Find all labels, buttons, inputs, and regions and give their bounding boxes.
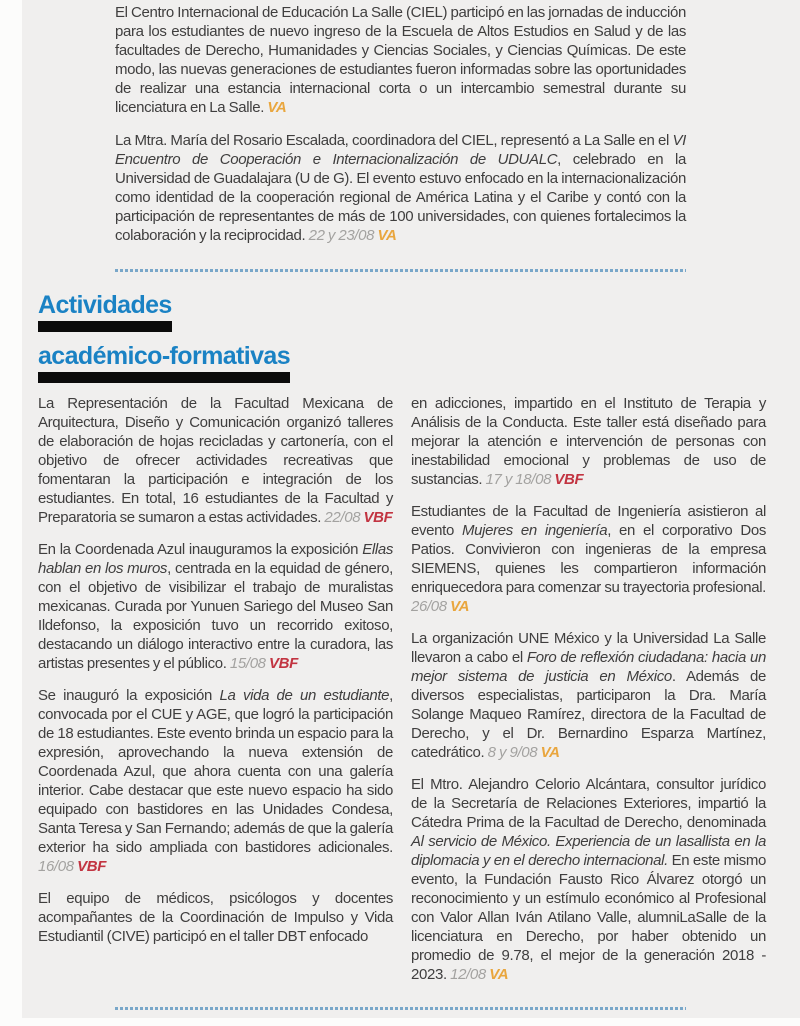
date-stamp: 22/08 [324, 509, 364, 526]
text-run: Ellas hablan en los muros [38, 541, 393, 577]
author-initials: VA [267, 99, 287, 116]
text-run: , convocada por el CUE y AGE, que logró la participación de 18 estudiantes. Este evento brinda un espacio para la expresión, aprovechando la nueva extensión de Coordenada Azul, que ahora cuenta con una galería interior. Cabe destacar que este nuevo espacio ha sido equipado con bastidores en las Unidades Condesa, Santa Teresa y San Fernando; además de que la galería exterior ha sido ampliada con bastidores adicionales. [38, 687, 393, 856]
author-initials: VA [377, 227, 397, 244]
body-paragraph [411, 394, 766, 489]
text-run: VI Encuentro de Cooperación e Internacionalización de UDUALC [115, 132, 686, 168]
document-surface [22, 0, 800, 1018]
intro-paragraph-2 [115, 131, 686, 245]
heading-line-2 [38, 343, 290, 383]
heading-text-1: Actividades [38, 291, 172, 319]
section-divider-bottom [115, 1007, 686, 1010]
heading-line-1 [38, 292, 172, 332]
body-paragraph [411, 629, 766, 762]
column-right [411, 394, 766, 997]
text-run: El equipo de médicos, psicólogos y docentes acompañantes de la Coordinación de Impulso y Vida Estudiantil (CIVE) participó en el taller DBT enfocado [38, 890, 393, 945]
text-run: , en el corporativo Dos Patios. Convivieron con ingenieras de la empresa SIEMENS, quienes les compartieron información enriquecedora para comenzar su trayectoria profesional. [411, 522, 766, 596]
date-stamp: 16/08 [38, 858, 78, 875]
text-run: Foro de reflexión ciudadana: hacia un mejor sistema de justicia en México [411, 649, 766, 685]
text-run: El Centro Internacional de Educación La Salle (CIEL) participó en las jornadas de inducción para los estudiantes de nuevo ingreso de la Escuela de Altos Estudios en Salud y de las facultades de Derecho, Humanidades y Ciencias Sociales, y Ciencias Químicas. De este modo, las nuevas generaciones de estudiantes fueron informadas sobre las oportunidades de realizar una estancia internacional corta o un intercambio semestral durante su licenciatura en La Salle. [115, 4, 686, 116]
text-run: , celebrado en la Universidad de Guadalajara (U de G). El evento estuvo enfocado en la internacionalización como identidad de la cooperación regional de América Latina y el Caribe y contó con la participación de representantes de más de 100 universidades, con quienes fortalecimos la colaboración y la reciprocidad. [115, 151, 686, 244]
text-run: Al servicio de México. Experiencia de un lasallista en la diplomacia y en el derecho internacional. [411, 833, 766, 869]
body-paragraph [38, 540, 393, 673]
text-run: en adicciones, impartido en el Instituto de Terapia y Análisis de la Conducta. Este taller está diseñado para mejorar la atención e intervención de personas con inestabilidad emocional y problemas de uso de sustancias. [411, 395, 766, 488]
text-run: , centrada en la equidad de género, con el objetivo de visibilizar el trabajo de muralistas mexicanas. Curada por Yunuen Sariego del Museo San Ildefonso, la exposición tuvo un recorrido exitoso, destacando un diálogo interactivo entre la curadora, las artistas presentes y el público. [38, 560, 393, 672]
author-initials: VBF [363, 509, 393, 526]
author-initials: VBF [77, 858, 107, 875]
text-run: La Mtra. María del Rosario Escalada, coordinadora del CIEL, representó a La Salle en el [115, 132, 673, 149]
body-paragraph [38, 889, 393, 946]
text-run: Se inauguró la exposición [38, 687, 220, 704]
text-run: La Representación de la Facultad Mexicana de Arquitectura, Diseño y Comunicación organizó talleres de elaboración de hojas recicladas y cartonería, con el objetivo de ofrecer actividades recreativas que fomentaran la participación e integración de los estudiantes. En total, 16 estudiantes de la Facultad y Preparatoria se sumaron a estas actividades. [38, 395, 393, 526]
author-initials: VA [489, 966, 509, 983]
body-paragraph [411, 502, 766, 616]
text-run: En este mismo evento, la Fundación Fausto Rico Álvarez otorgó un reconocimiento y un estímulo económico al Profesional con Valor Allan Iván Atilano Valle, alumniLaSalle de la licenciatura en Derecho, por haber obtenido un promedio de 9.78, el mejor de la generación 2018 - 2023. [411, 852, 767, 983]
two-column-body [38, 394, 766, 997]
text-run: Estudiantes de la Facultad de Ingeniería asistieron al evento [411, 503, 766, 539]
section-heading [38, 292, 766, 383]
intro-section [115, 3, 686, 245]
author-initials: VA [540, 744, 560, 761]
text-run: En la Coordenada Azul inauguramos la exposición [38, 541, 363, 558]
heading-text-2: académico-formativas [38, 342, 291, 370]
date-stamp: 22 y 23/08 [308, 227, 378, 244]
date-stamp: 12/08 [450, 966, 490, 983]
intro-paragraph-1 [115, 3, 686, 117]
date-stamp: 26/08 [411, 598, 451, 615]
date-stamp: 8 y 9/08 [487, 744, 541, 761]
section-divider-top [115, 269, 686, 272]
text-run: La vida de un estudiante [219, 687, 390, 704]
heading-underline-1 [38, 321, 172, 332]
text-run: La organización UNE México y la Universidad La Salle llevaron a cabo el [411, 630, 766, 666]
heading-underline-2 [38, 372, 290, 383]
body-paragraph [38, 686, 393, 876]
author-initials: VA [450, 598, 470, 615]
author-initials: VBF [269, 655, 298, 672]
author-initials: VBF [554, 471, 584, 488]
date-stamp: 15/08 [229, 655, 269, 672]
text-run: El Mtro. Alejandro Celorio Alcántara, consultor jurídico de la Secretaría de Relaciones Exteriores, impartió la Cátedra Prima de la Facultad de Derecho, denominada [411, 776, 766, 831]
text-run: . Además de diversos especialistas, participaron la Dra. María Solange Maqueo Ramírez, directora de la Facultad de Derecho, y el Dr. Bernardino Esparza Martínez, catedrático. [411, 668, 766, 761]
column-left [38, 394, 393, 997]
text-run: Mujeres en ingeniería [461, 522, 608, 539]
date-stamp: 17 y 18/08 [485, 471, 555, 488]
body-paragraph [411, 775, 766, 984]
body-paragraph [38, 394, 393, 527]
